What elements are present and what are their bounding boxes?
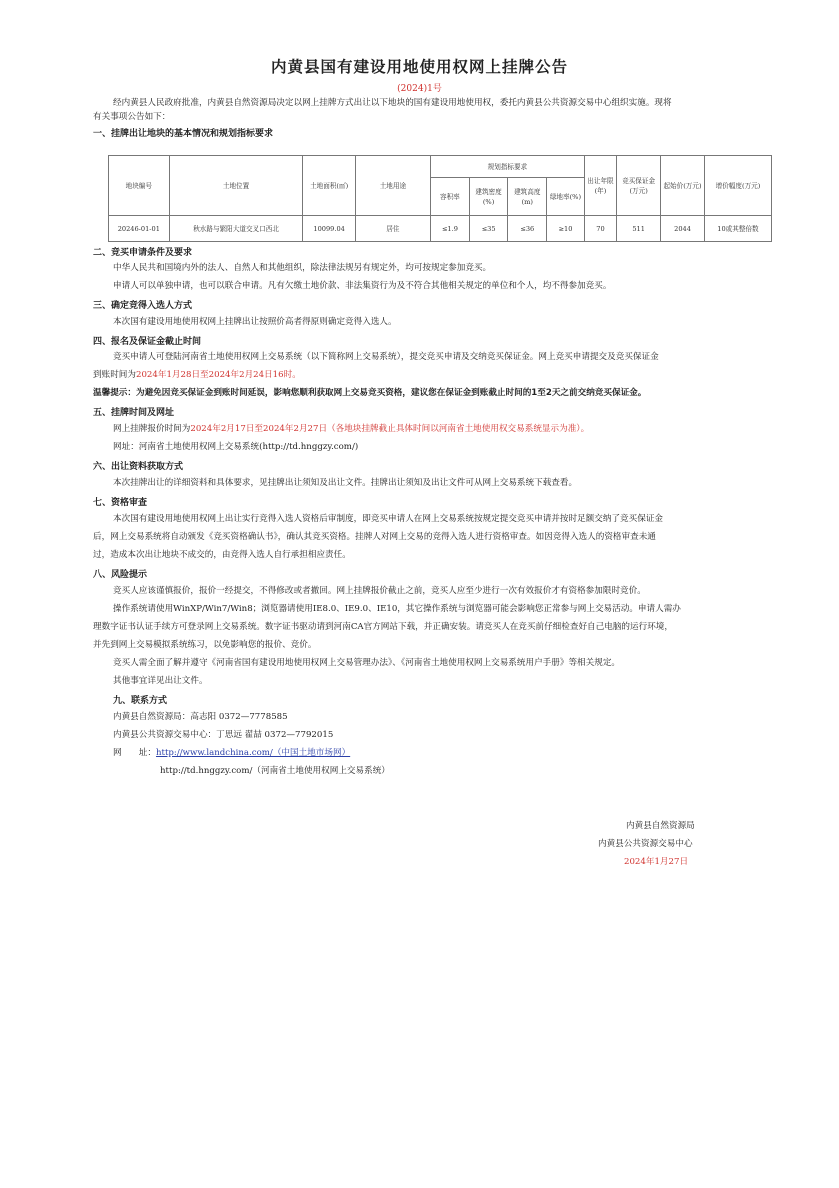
cell-density: ≤35 (469, 216, 508, 242)
cell-location: 秋水路与繁阳大道交叉口西北 (169, 216, 303, 242)
th-increment: 增价幅度(万元) (704, 156, 771, 216)
section-6-para-1: 本次挂牌出让的详细资料和具体要求，见挂牌出让须知及出让文件。挂牌出让须知及出让文件可从网上交易系统下载查看。 (113, 478, 578, 488)
cell-area: 10099.04 (303, 216, 355, 242)
section-7-para-3: 过，造成本次出让地块不成交的，由竞得入选人自行承担相应责任。 (93, 550, 351, 560)
signature-date: 2024年1月27日 (624, 857, 689, 867)
section-8-para-2: 操作系统请使用WinXP/Win7/Win8；浏览器请使用IE8.0、IE9.0、IE10，其它操作系统与浏览器可能会影响您正常参与网上交易活动。申请人需办 (113, 604, 681, 614)
section-2-para-2: 申请人可以单独申请，也可以联合申请。凡有欠缴土地价款、非法集资行为及不符合其他相关规定的单位和个人，均不得参加竞买。 (113, 281, 612, 291)
th-density: 建筑密度(%) (469, 178, 508, 216)
section-4-para-1: 竞买申请人可登陆河南省土地使用权网上交易系统（以下简称网上交易系统），提交竞买申请及交纳竞买保证金。网上竞买申请提交及竞买保证金 (113, 352, 659, 362)
cell-far: ≤1.9 (431, 216, 470, 242)
section-8-para-5: 竞买人需全面了解并遵守《河南省国有建设用地使用权网上交易管理办法》、《河南省土地使用权网上交易系统用户手册》等相关规定。 (113, 658, 621, 668)
th-area: 土地面积(㎡) (303, 156, 355, 216)
cell-use: 居住 (355, 216, 430, 242)
cell-start-price: 2044 (661, 216, 705, 242)
cell-height: ≤36 (508, 216, 547, 242)
website-label: 网 址： (113, 748, 156, 758)
section-8-heading: 八、风险提示 (93, 570, 148, 580)
deadline-prefix: 到账时间为 (93, 370, 136, 380)
th-parcel-no: 地块编号 (109, 156, 170, 216)
bidding-time-prefix: 网上挂牌报价时间为 (113, 424, 191, 434)
cell-green: ≥10 (547, 216, 585, 242)
section-8-para-4: 并先到网上交易模拟系统练习，以免影响您的报价、竞价。 (93, 640, 317, 650)
section-5-para-1 (113, 423, 589, 436)
th-green: 绿地率(%) (547, 178, 585, 216)
th-location: 土地位置 (169, 156, 303, 216)
cell-increment: 10或其整倍数 (704, 216, 771, 242)
signature-org-2: 内黄县公共资源交易中心 (598, 839, 693, 849)
th-deposit: 竞买保证金(万元) (617, 156, 661, 216)
document-number: (2024)1号 (397, 84, 442, 94)
section-8-para-3: 理数字证书认证手续方可登录网上交易系统。数字证书驱动请到河南CA官方网站下载，并正确安装。请竞买人在竞买前仔细检查好自己电脑的运行环境， (93, 622, 673, 632)
land-parcel-table (108, 155, 772, 242)
section-7-para-2: 后，网上交易系统将自动颁发《竞买资格确认书》，确认其竞买资格。挂牌人对网上交易的竞得入选人进行资格审查。如因竞得入选人的资格审查未通 (93, 532, 656, 542)
section-3-para-1: 本次国有建设用地使用权网上挂牌出让按照价高者得原则确定竞得入选人。 (113, 317, 397, 327)
deadline-dates: 2024年1月28日至2024年2月24日16时。 (135, 370, 301, 380)
section-6-heading: 六、出让资料获取方式 (93, 462, 184, 472)
section-5-heading: 五、挂牌时间及网址 (93, 408, 175, 418)
section-8-para-1: 竞买人应该谨慎报价，报价一经提交，不得修改或者撤回。网上挂牌报价截止之前，竞买人应至少进行一次有效报价才有资格参加限时竞价。 (113, 586, 646, 596)
signature-org-1: 内黄县自然资源局 (626, 821, 695, 831)
section-9-heading: 九、联系方式 (113, 696, 168, 706)
section-2-para-1: 中华人民共和国境内外的法人、自然人和其他组织，除法律法规另有规定外，均可按规定参加竞买。 (113, 263, 492, 273)
th-far: 容积率 (431, 178, 470, 216)
th-start-price: 起始价(万元) (661, 156, 705, 216)
intro-line-2: 有关事项公告如下： (93, 112, 171, 122)
landchina-link[interactable]: http://www.landchina.com/（中国土地市场网） (155, 748, 351, 758)
cell-parcel-no: 20246-01-01 (109, 216, 170, 242)
contact-website-1 (113, 747, 350, 760)
section-1-heading: 一、挂牌出让地块的基本情况和规划指标要求 (93, 129, 274, 139)
contact-website-2: http://td.hnggzy.com/（河南省土地使用权网上交易系统） (160, 766, 390, 776)
section-7-heading: 七、资格审查 (93, 498, 148, 508)
section-4-heading: 四、报名及保证金截止时间 (93, 337, 202, 347)
bidding-time-dates: 2024年2月17日至2024年2月27日（各地块挂牌截止具体时间以河南省土地使用权交易系统显示为准）。 (190, 424, 590, 434)
th-use: 土地用途 (355, 156, 430, 216)
cell-deposit: 511 (617, 216, 661, 242)
intro-line-1: 经内黄县人民政府批准，内黄县自然资源局决定以网上挂牌方式出让以下地块的国有建设用地使用权，委托内黄县公共资源交易中心组织实施。现将 (113, 98, 672, 108)
th-planning: 规划指标要求 (431, 156, 585, 178)
th-height: 建筑高度(m) (508, 178, 547, 216)
table-row (109, 216, 772, 242)
page-title: 内黄县国有建设用地使用权网上挂牌公告 (270, 58, 568, 76)
section-5-website: 网址：河南省土地使用权网上交易系统(http://td.hnggzy.com/) (113, 442, 359, 452)
section-7-para-1: 本次国有建设用地使用权网上出让实行竞得入选人资格后审制度，即竞买申请人在网上交易系统按规定提交竞买申请并按时足额交纳了竞买保证金 (113, 514, 664, 524)
deposit-tip: 温馨提示：为避免因竞买保证金到账时间延误，影响您顺利获取网上交易竞买资格，建议您在保证金到账截止时间的1至2天之前交纳竞买保证金。 (93, 388, 647, 398)
section-4-para-2 (93, 369, 301, 382)
th-term: 出让年限(年) (584, 156, 616, 216)
cell-term: 70 (584, 216, 616, 242)
section-3-heading: 三、确定竞得入选人方式 (93, 301, 193, 311)
section-2-heading: 二、竞买申请条件及要求 (93, 248, 193, 258)
contact-natural-resources: 内黄县自然资源局：高志阳 0372—7778585 (113, 712, 288, 722)
contact-trading-center: 内黄县公共资源交易中心：丁思远 翟喆 0372—7792015 (113, 730, 334, 740)
section-8-para-6: 其他事宜详见出让文件。 (113, 676, 208, 686)
